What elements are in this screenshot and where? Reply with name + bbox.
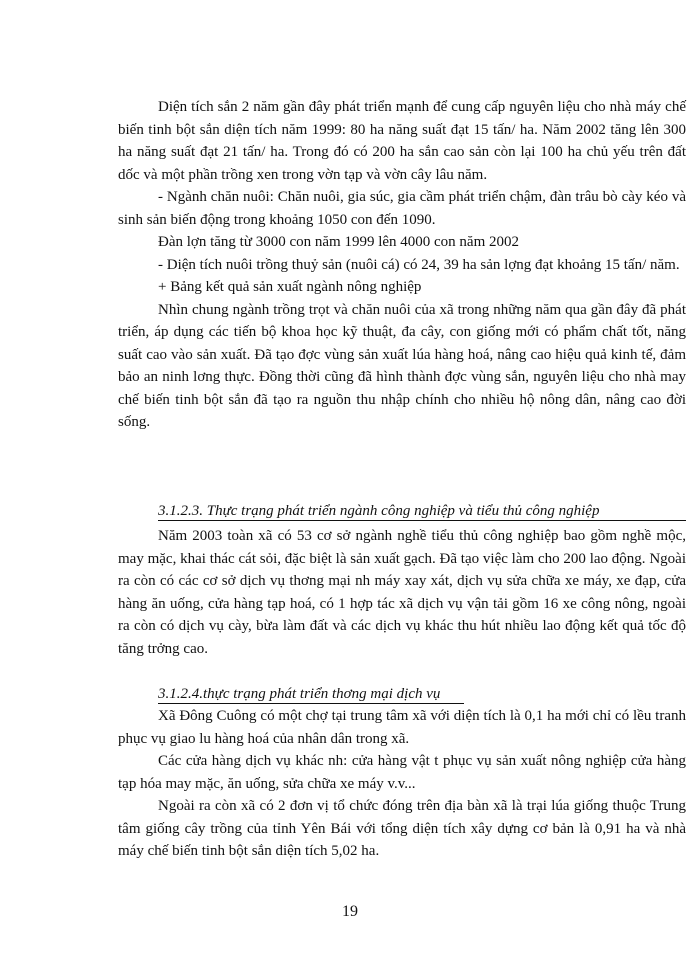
- paragraph: Xã Đông Cuông có một chợ tại trung tâm xã với diện tích là 0,1 ha mới chỉ có lều tranh phục vụ giao lu hàng hoá của nhân dân trong xã.: [118, 708, 686, 747]
- paragraph: Ngoài ra còn xã có 2 đơn vị tổ chức đóng trên địa bàn xã là trại lúa giống thuộc Trung tâm giống cây trồng của tỉnh Yên Bái với tổng diện tích xây dựng cơ bản là 0,91 ha và nhà máy chế biến tinh bột sắn diện tích 5,02 ha.: [118, 798, 686, 859]
- paragraph: - Ngành chăn nuôi: Chăn nuôi, gia súc, gia cầm phát triển chậm, đàn trâu bò cày kéo và sinh sản biến động trong khoảng 1050 con đến 1090.: [118, 189, 686, 228]
- section-trade: [118, 705, 686, 863]
- paragraph: Diện tích sắn 2 năm gần đây phát triển mạnh để cung cấp nguyên liệu cho nhà máy chế biến tinh bột sắn diện tích năm 1999: 80 ha năng suất đạt 15 tấn/ ha. Năm 2002 tăng lên 300 ha năng suất đạt 21 tấn/ ha. Trong đó có 200 ha sắn cao sản còn lại 100 ha chủ yếu trên đất dốc và một phần trồng xen trong vờn tạp và vờn cây lâu năm.: [118, 99, 686, 183]
- heading-underline: [158, 703, 464, 704]
- paragraph: Đàn lợn tăng từ 3000 con năm 1999 lên 4000 con năm 2002: [158, 234, 520, 250]
- section-heading-trade: 3.1.2.4.thực trạng phát triển thơng mại dịch vụ: [158, 686, 441, 702]
- paragraph: Nhìn chung ngành trồng trọt và chăn nuôi của xã trong những năm qua gần đây đã phát triển, áp dụng các tiến bộ khoa học kỹ thuật, đa cây, con giống mới có phẩm chất tốt, năng suất cao vào sản xuất. Đã tạo đợc vùng sản xuất lúa hàng hoá, nâng cao hiệu quả kinh tế, đảm bảo an ninh lơng thực. Đồng thời cũng đã hình thành đợc vùng sắn, nguyên liệu cho nhà may chế biến tinh bột sắn đã tạo ra nguồn thu nhập chính cho nhiều hộ nông dân, nâng cao đời sống.: [118, 301, 686, 430]
- paragraph: - Diện tích nuôi trồng thuỷ sản (nuôi cá) có 24, 39 ha sản lợng đạt khoảng 15 tấn/ năm.: [158, 256, 680, 273]
- heading-underline: [158, 520, 686, 521]
- section-heading-industry: 3.1.2.3. Thực trạng phát triển ngành công nghiệp và tiểu thủ công nghiệp: [158, 503, 600, 519]
- section-industry: [118, 525, 686, 660]
- paragraph: + Bảng kết quả sản xuất ngành nông nghiệp: [158, 279, 422, 295]
- page-number: 19: [342, 903, 358, 920]
- section-agriculture: [118, 96, 686, 434]
- paragraph: Các cửa hàng dịch vụ khác nh: cửa hàng vật t phục vụ sản xuất nông nghiệp cửa hàng tạp hóa may mặc, ăn uống, sửa chữa xe máy v.v...: [118, 753, 686, 792]
- paragraph: Năm 2003 toàn xã có 53 cơ sở ngành nghề tiểu thủ công nghiệp bao gồm nghề mộc, may mặc, khai thác cát sỏi, đặc biệt là sản xuất gạch. Đã tạo việc làm cho 200 lao động. Ngoài ra còn có các cơ sở dịch vụ thơng mại nh máy xay xát, dịch vụ sửa chữa xe máy, xe đạp, cửa hàng ăn uống, cửa hàng tạp hoá, có 1 hợp tác xã dịch vụ vận tải gồm 16 xe công nông, ngoài ra còn có dịch vụ cày, bừa làm đất và các dịch vụ khác thu hút nhiều lao động kết quả tốc độ tăng trởng cao.: [118, 528, 686, 657]
